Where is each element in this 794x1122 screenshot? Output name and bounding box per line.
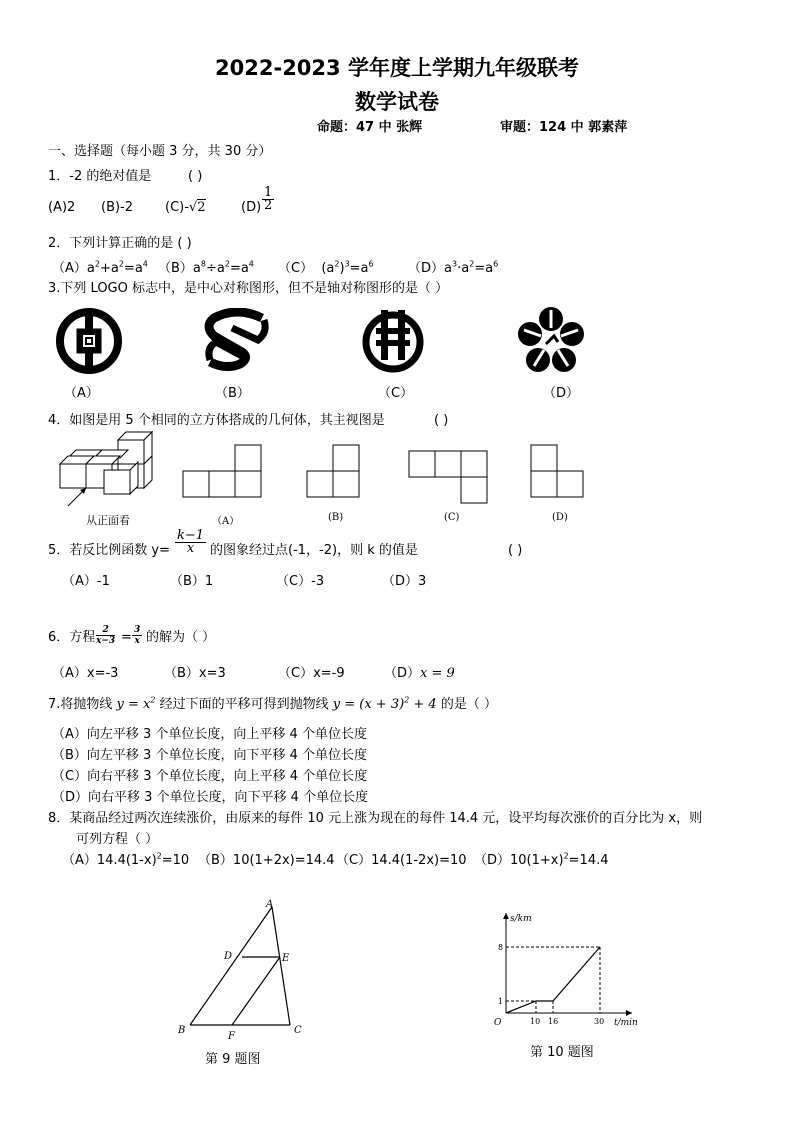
logo-d-icon: [516, 306, 586, 376]
fig10-xtick-30: 30: [594, 1017, 605, 1026]
q1-stem: 1．-2 的绝对值是: [48, 169, 152, 184]
q2-option-c: （C） $(a^2)^3=a^6$: [278, 259, 374, 276]
author-line: 命题：47 中 张辉: [317, 120, 423, 135]
section-heading: 一、选择题（每小题 3 分，共 30 分）: [48, 144, 272, 159]
q4-solid-figure: [56, 430, 156, 508]
q3-label-a: （A）: [64, 386, 99, 401]
q8-line1: 8．某商品经过两次连续涨价，由原来的每件 10 元上涨为现在的每件 14.4 元，设平均每次涨价的百分比为 x，则: [48, 811, 703, 826]
fig10-ytick-8: 8: [498, 943, 504, 952]
fig9-label-e: E: [282, 953, 290, 964]
q4-view-d: [530, 444, 584, 498]
q8-line2: 可列方程（ ）: [76, 832, 159, 847]
fig10-xlabel: t/min: [614, 1018, 638, 1028]
q4-view-c: [408, 450, 488, 504]
fig9-label-d: D: [224, 951, 233, 962]
q4-label-c: (C): [444, 512, 460, 523]
logo-c-icon: [358, 306, 428, 376]
q1-option-b: (B)-2: [101, 200, 134, 215]
exam-title: 2022-2023 学年度上学期九年级联考: [215, 56, 579, 80]
q5-option-b: （B）1: [170, 574, 214, 589]
q8-option-a: $(A)14.4(1-x)^2=10$: [62, 851, 190, 868]
q4-view-b: [306, 444, 360, 498]
q1-option-a: (A)2: [48, 200, 76, 215]
fig10-origin: O: [494, 1018, 502, 1028]
q1-option-d: (D): [241, 200, 262, 215]
fig10-xtick-16: 16: [548, 1017, 559, 1026]
q7-option-d: （D）向右平移 3 个单位长度，向下平移 4 个单位长度: [52, 790, 369, 805]
q7-option-a: （A）向左平移 3 个单位长度，向上平移 4 个单位长度: [52, 727, 367, 742]
q3-label-c: （C）: [378, 386, 414, 401]
exam-subtitle: 数学试卷: [355, 90, 439, 114]
q6-option-c: （C）x=-9: [278, 666, 345, 681]
q7-option-c: （C）向右平移 3 个单位长度，向上平移 4 个单位长度: [52, 769, 368, 784]
q6-option-d: （D）x = 9: [384, 666, 455, 681]
q8-option-b: （B）10(1+2x)=14.4: [198, 853, 335, 868]
q2-stem: 2．下列计算正确的是 ( ): [48, 236, 192, 251]
q6-option-a: （A）x=-3: [52, 666, 119, 681]
logo-a-icon: [54, 306, 124, 376]
q5-paren: ( ): [508, 543, 523, 558]
q2-option-a: $(A)a^2+a^2=a^4$: [52, 259, 148, 276]
q2-option-b: $(B)a^8\div a^2=a^4$: [158, 259, 254, 276]
q5-stem-post: 的图象经过点(-1，-2)，则 k 的值是: [210, 543, 418, 558]
q2-option-d: $(D)a^3\cdot a^2=a^6$: [408, 259, 499, 276]
q6-equals: =: [121, 630, 132, 645]
fig9-label-a: A: [266, 899, 274, 910]
logo-b-icon: [202, 308, 272, 374]
q1-fraction: $\frac{1}{2}$: [264, 185, 273, 213]
q1-paren: ( ): [188, 169, 203, 184]
q8-option-c: （C）14.4(1-2x)=10: [336, 853, 467, 868]
figure-10: [482, 905, 652, 1035]
q4-label-d: (D): [552, 512, 568, 523]
q4-stem: 4．如图是用 5 个相同的立方体搭成的几何体，其主视图是: [48, 413, 385, 428]
q6-stem-post: 的解为（ ）: [146, 630, 216, 645]
q4-view-a: [182, 444, 262, 498]
fig9-label-b: B: [178, 1025, 186, 1036]
q3-label-b: （B）: [215, 386, 250, 401]
q5-fraction: $\frac{k-1}{x}$: [177, 528, 205, 556]
q6-right-fraction: $\frac{3}{x}$: [134, 625, 141, 646]
q8-option-d: $(D)10(1+x)^2=14.4$: [474, 851, 609, 868]
reviewer-line: 审题：124 中 郭素萍: [500, 120, 628, 135]
q5-stem-pre: 5．若反比例函数 y=: [48, 543, 170, 558]
q4-paren: ( ): [434, 413, 449, 428]
fig10-ytick-1: 1: [498, 997, 504, 1006]
q4-view-label: 从正面看: [86, 514, 130, 527]
q7-stem: 7.将抛物线 $y = x^2$ 经过下面的平移可得到抛物线 $y = (x + 3)^2 + 4$ 的是（ ）: [48, 695, 497, 712]
fig10-caption: 第 10 题图: [530, 1045, 594, 1060]
fig10-ylabel: s/km: [510, 914, 532, 924]
q6-option-b: （B）x=3: [164, 666, 226, 681]
q5-option-c: （C）-3: [276, 574, 325, 589]
q4-label-a: （A）: [212, 516, 240, 527]
fig9-label-f: F: [228, 1031, 235, 1042]
q6-left-fraction: $\frac{2}{x-3}$: [96, 625, 116, 646]
q3-stem: 3.下列 LOGO 标志中，是中心对称图形，但不是轴对称图形的是（ ）: [48, 281, 449, 296]
figure-9: [170, 895, 320, 1045]
fig9-label-c: C: [294, 1025, 302, 1036]
fig9-caption: 第 9 题图: [205, 1052, 261, 1067]
q3-label-d: （D）: [543, 386, 580, 401]
q4-label-b: (B): [328, 512, 344, 523]
q5-option-a: （A）-1: [62, 574, 110, 589]
q6-stem-pre: 6．方程: [48, 630, 96, 645]
fig10-xtick-10: 10: [530, 1017, 541, 1026]
q5-option-d: （D）3: [382, 574, 427, 589]
q1-option-c: (C)-√2: [165, 200, 206, 215]
q7-option-b: （B）向左平移 3 个单位长度，向下平移 4 个单位长度: [52, 748, 367, 763]
